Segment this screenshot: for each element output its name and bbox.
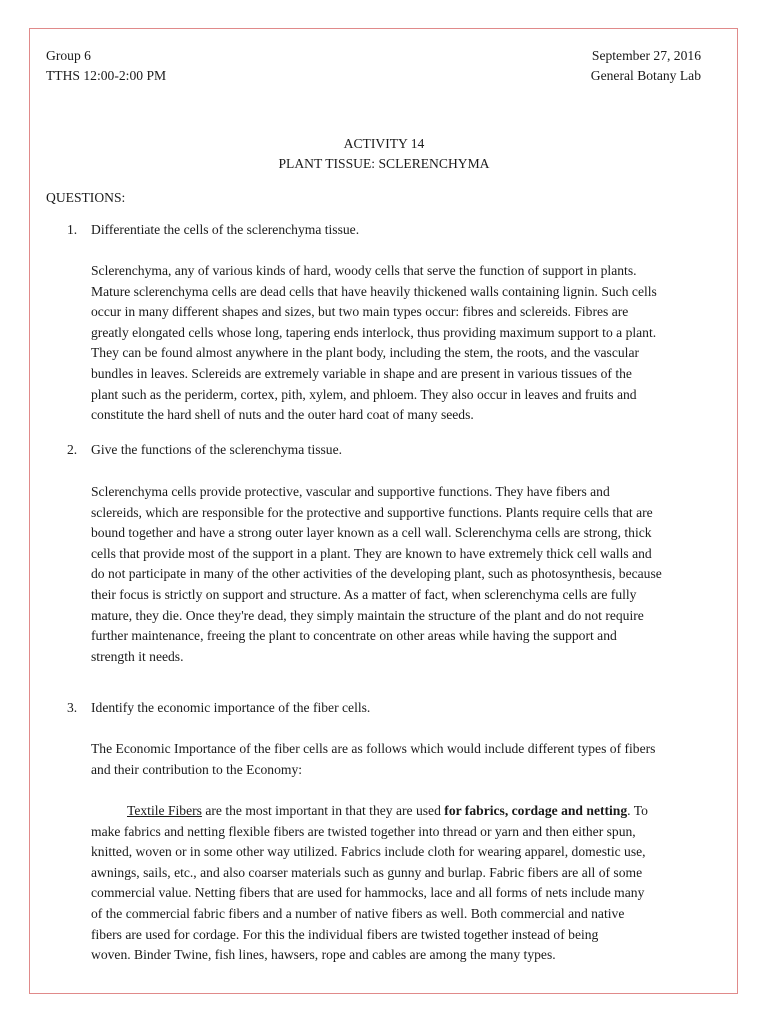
answer-line: awnings, sails, etc., and also coarser materials such as gunny and burlap. Fabric fibers are all of some: [91, 864, 643, 880]
subject-title: PLANT TISSUE: SCLERENCHYMA: [278, 156, 490, 171]
answer-line: Mature sclerenchyma cells are dead cells that have heavily thickened walls containing lignin. Such cells: [91, 283, 657, 299]
schedule-label: TTHS 12:00-2:00 PM: [46, 68, 167, 83]
answer-line: and their contribution to the Economy:: [91, 761, 303, 777]
group-label: Group 6: [46, 48, 91, 63]
answer-line: sclereids, which are responsible for the protective and supportive functions. Plants require cells that are: [91, 504, 653, 520]
question-prompt: Give the functions of the sclerenchyma tissue.: [91, 442, 343, 457]
question-prompt: Identify the economic importance of the fiber cells.: [91, 700, 371, 715]
document-title: [0, 134, 768, 174]
answer-line: fibers are used for cordage. For this the individual fibers are twisted together instead of being: [91, 926, 599, 942]
answer-line: their focus is strictly on support and structure. As a matter of fact, when sclerenchyma cells are fully: [91, 586, 637, 602]
question-number: 1.: [67, 222, 78, 237]
course-label: General Botany Lab: [590, 68, 701, 83]
answer-line: greatly elongated cells whose long, tapering ends interlock, thus providing maximum support to a plant.: [91, 324, 657, 340]
answer-line: Sclerenchyma cells provide protective, vascular and supportive functions. They have fibers and: [91, 484, 610, 499]
activity-title: ACTIVITY 14: [343, 136, 425, 151]
textile-bold-text: for fabrics, cordage and netting: [444, 803, 628, 818]
answer-line: woven. Binder Twine, fish lines, hawsers, rope and cables are among the many types.: [91, 947, 556, 963]
answer-line: bound together and have a strong outer layer known as a cell wall. Sclerenchyma cells are strong, thick: [91, 525, 652, 541]
textile-fibers-paragraph: [91, 801, 726, 966]
answer-line: Sclerenchyma, any of various kinds of hard, woody cells that serve the function of support in plants.: [91, 263, 637, 278]
answer-line: plant such as the periderm, cortex, pith, xylem, and phloem. They also occur in leaves and fruits and: [91, 386, 637, 402]
answer-line: occur in many different shapes and sizes, but two main types occur: fibres and sclereids. Fibres are: [91, 304, 629, 320]
answer-line: do not participate in many of the other activities of the developing plant, such as photosynthesis, because: [91, 566, 662, 582]
answer-line: They can be found almost anywhere in the plant body, including the stem, the roots, and the vascular: [91, 345, 640, 361]
textile-text-end: . To: [627, 803, 648, 818]
answer-line: strength it needs.: [91, 648, 184, 664]
answer-line: bundles in leaves. Sclereids are extremely variable in shape and are present in various tissues of the: [91, 365, 632, 381]
answer-line: further maintenance, freeing the plant to concentrate on other areas while having the support and: [91, 628, 617, 644]
question-number: 2.: [67, 442, 78, 457]
document-header: [46, 46, 701, 86]
answer-line: of the commercial fabric fibers and a number of native fibers as well. Both commercial and native: [91, 905, 625, 921]
question-prompt: Differentiate the cells of the sclerenchyma tissue.: [91, 222, 360, 237]
answer-line: [91, 801, 726, 822]
date-label: September 27, 2016: [591, 48, 701, 63]
answer-line: commercial value. Netting fibers that are used for hammocks, lace and all forms of nets include many: [91, 885, 645, 901]
answer-paragraph: [91, 482, 726, 667]
header-left: [46, 46, 166, 86]
answer-line: cells that provide most of the support in a plant. They are known to have extremely thick cell walls and: [91, 545, 652, 561]
questions-heading: QUESTIONS:: [46, 190, 126, 205]
answer-line: make fabrics and netting flexible fibers are twisted together into thread or yarn and then either spun,: [91, 823, 636, 839]
answer-line: constitute the hard shell of nuts and the outer hard coat of many seeds.: [91, 407, 474, 423]
answer-paragraph: [91, 261, 726, 426]
textile-text: are the most important in that they are used: [201, 803, 445, 818]
textile-fibers-term: Textile Fibers: [127, 803, 202, 818]
header-right: [591, 46, 701, 86]
answer-line: knitted, woven or in some other way utilized. Fabrics include cloth for wearing apparel, domestic use,: [91, 844, 646, 860]
answer-intro: [91, 739, 726, 780]
answer-line: mature, they die. Once they're dead, they simply maintain the structure of the plant and do not require: [91, 607, 644, 623]
answer-line: The Economic Importance of the fiber cells are as follows which would include different types of fibers: [91, 741, 656, 756]
question-number: 3.: [67, 700, 78, 715]
